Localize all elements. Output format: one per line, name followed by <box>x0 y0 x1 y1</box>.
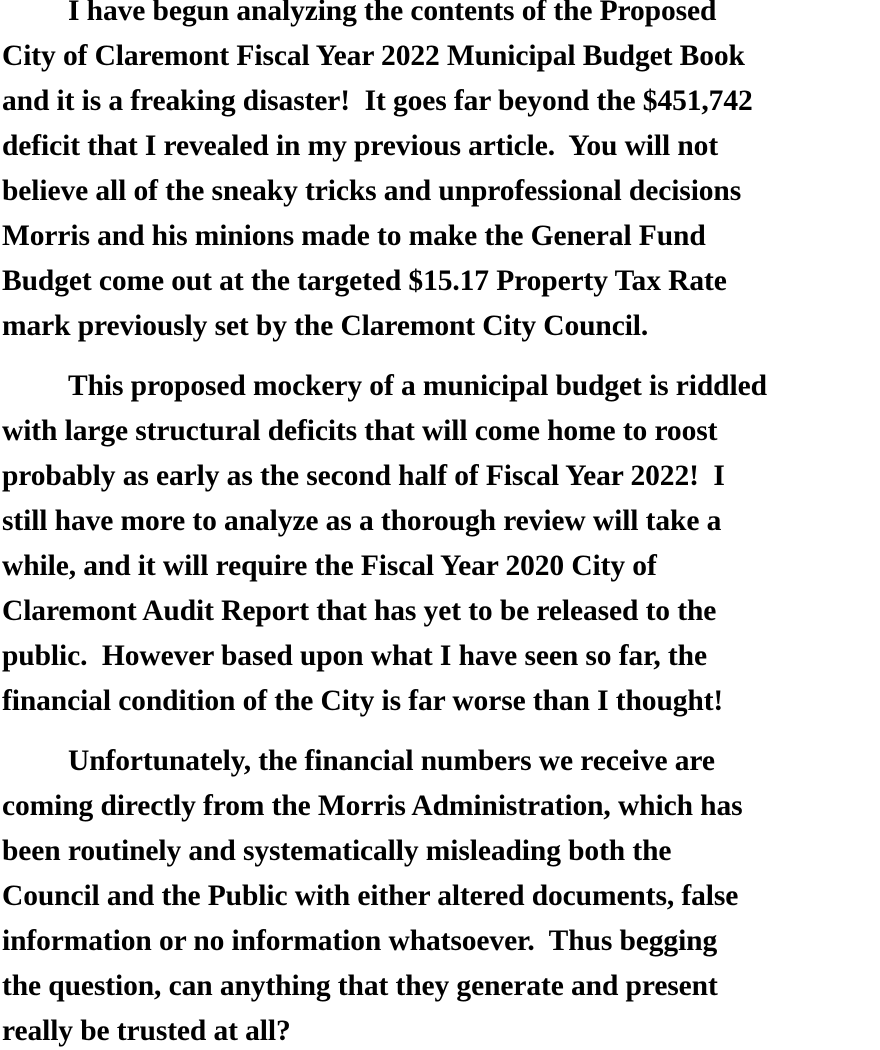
paragraph-line: Morris and his minions made to make the General Fund <box>2 220 706 252</box>
paragraph-line: public. However based upon what I have seen so far, the <box>2 640 707 672</box>
paragraph-line: Unfortunately, the financial numbers we receive are <box>68 745 715 777</box>
paragraph-line: information or no information whatsoever. Thus begging <box>2 925 718 957</box>
paragraph-line: still have more to analyze as a thorough review will take a <box>2 505 722 537</box>
paragraph-line: Claremont Audit Report that has yet to be released to the <box>2 595 717 627</box>
paragraph-line: Council and the Public with either altered documents, false <box>2 880 739 912</box>
paragraph-line: coming directly from the Morris Administration, which has <box>2 790 743 822</box>
paragraph-line: while, and it will require the Fiscal Year 2020 City of <box>2 550 657 582</box>
paragraph-line: mark previously set by the Claremont City Council. <box>2 310 649 342</box>
paragraph-line: and it is a freaking disaster! It goes far beyond the $451,742 <box>2 85 753 117</box>
paragraph-line: probably as early as the second half of Fiscal Year 2022! I <box>2 460 725 492</box>
paragraph-line: deficit that I revealed in my previous article. You will not <box>2 130 719 162</box>
paragraph-line: This proposed mockery of a municipal budget is riddled <box>68 370 767 402</box>
paragraph-line: with large structural deficits that will come home to roost <box>2 415 718 447</box>
paragraph-line: Budget come out at the targeted $15.17 Property Tax Rate <box>2 265 727 297</box>
paragraph-line: really be trusted at all? <box>2 1015 291 1047</box>
paragraph-line: been routinely and systematically misleading both the <box>2 835 672 867</box>
paragraph-line: City of Claremont Fiscal Year 2022 Municipal Budget Book <box>2 40 745 72</box>
paragraph-line: believe all of the sneaky tricks and unprofessional decisions <box>2 175 742 207</box>
paragraph-line: financial condition of the City is far worse than I thought! <box>2 685 724 717</box>
paragraph-line: I have begun analyzing the contents of the Proposed <box>68 0 717 27</box>
paragraph-line: the question, can anything that they generate and present <box>2 970 718 1002</box>
